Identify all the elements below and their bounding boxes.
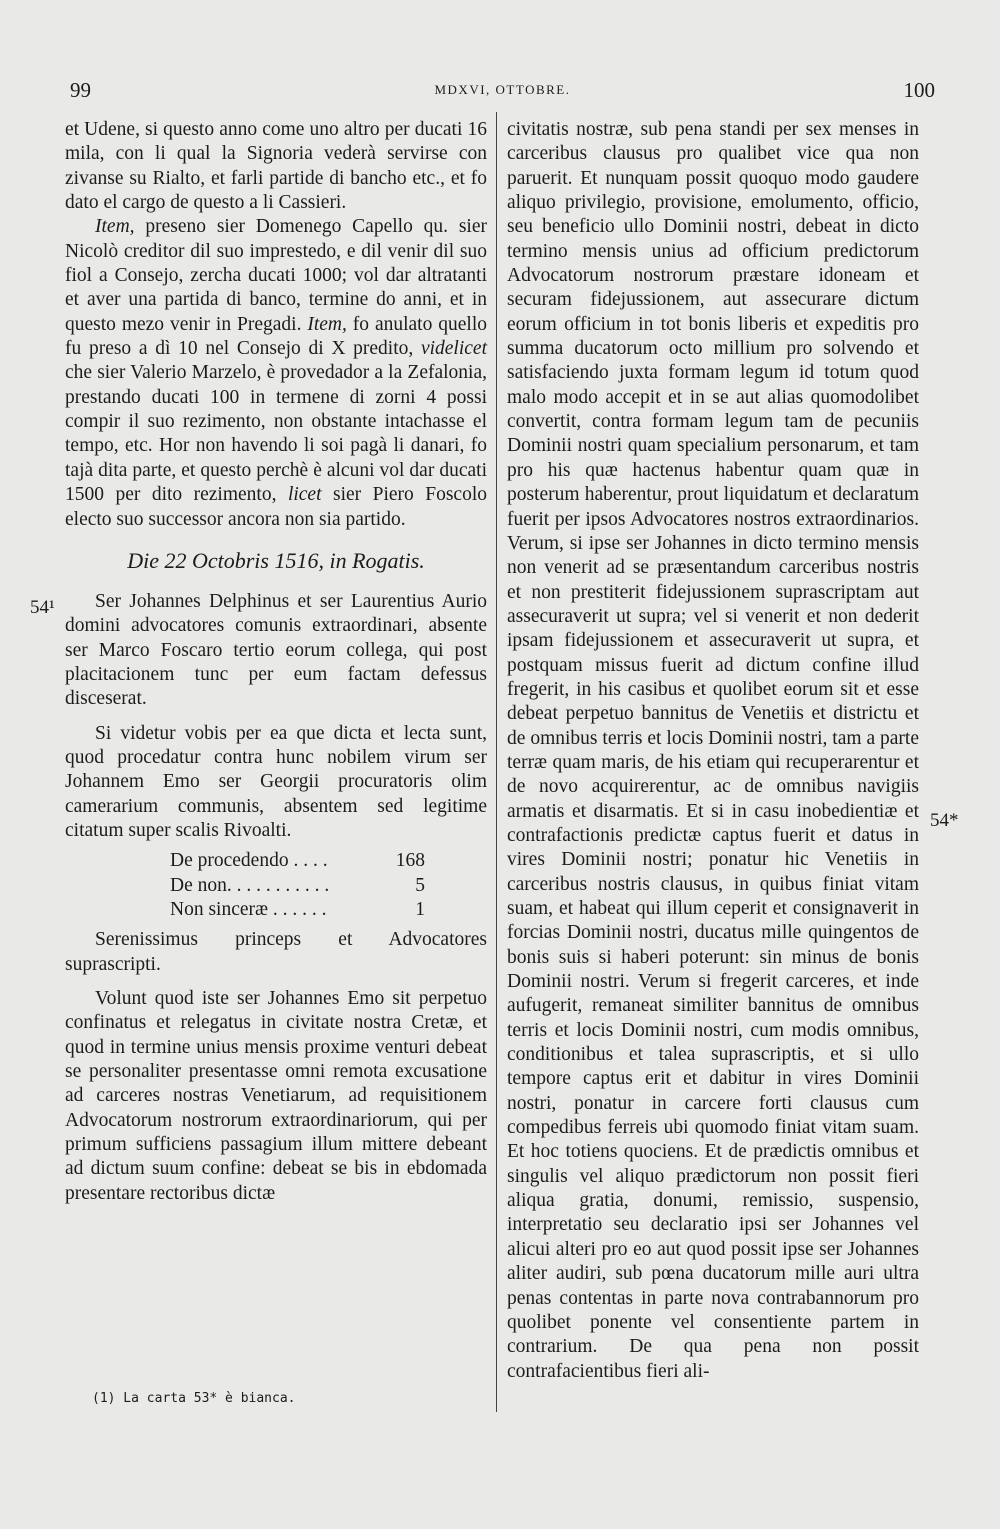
vote-row <box>170 849 487 873</box>
italic-term: Item, <box>95 216 135 238</box>
italic-term: Item, <box>307 313 347 335</box>
left-column <box>65 118 487 1206</box>
vote-row <box>170 874 487 898</box>
vote-count: 1 <box>415 898 425 920</box>
vote-label: De non. . . . . . . . . . . <box>170 874 330 896</box>
paragraph: civitatis nostræ, sub pena standi per sex menses in carceribus clausus pro qualibet vice qua non paruerit. Et nunquam possit quoquo modo gaudere aliquo privilegio, provisione, emolumento, officio, seu beneficio ullo Dominii nostri, debeat in dicto termino mensis unius ad officium predictorum Advocatorum nostrorum præstare idoneam et securam fidejussionem, aut assecurare dictum eorum officium in tot bonis liberis et expeditis pro summa ducatorum octo millium pro solvendo et satisfaciendo juxta formam legum id totum quod malo modo accepit et in se aut alias quomodolibet convertit, contra formam legum tam de pecuniis Dominii nostri quam specialium personarum, et tam pro his quæ hactenus habentur quam quæ in posterum haberentur, prout liquidatum et declaratum fuerit per ipsos Advocatores nostros extraordinarios. Verum, si ipse ser Johannes in dicto termino mensis non venerit ad se præsentandum carceribus nostris et non prestiterit fidejussionem suprascriptam aut assecuraverit ut supra; vel si venerit et non dederit ipsam fidejussionem et assecuraverit ut supra, et postquam missus fuerit ad dictum confine illud fregerit, in his casibus et quolibet eorum sit et esse debeat perpetuo bannitus de Venetiis et districtu et de omnibus terris et locis Dominii nostri, tam a parte terræ quam maris, de his etiam qui recuperarentur et de novo acquirerentur, ac de omnibus navigiis armatis et disarmatis. Et si in casu inobedientiæ et contrafactionis predictæ captus fuerit et datus in vires Dominii nostri; ponatur hic Venetiis in carceribus nostris clausus, in quibus finiat vitam suam, et habeat qui illum ceperit et consignaverit in forcias Dominii nostri, ducatus mille quingentos de bonis suis si haberi poterunt: sin minus de bonis Dominii nostri. Verum si fregerit carceres, et inde aufugerit, remaneat similiter bannitus de omnibus terris et locis Dominii nostri, cum modis omnibus, conditionibus et talea suprascriptis, et si ullo tempore captus erit et dabitur in vires Dominii nostri, ponatur in carcere forti clausus cum compedibus ferreis ubi quomodo finiat vitam suam. Et hoc totiens quociens. Et de prædictis omnibus et singulis vel aliquo prædictorum non possit fieri aliqua gratia, donumi, remissio, suspensio, interpretatio seu declaratio ipsi ser Johannes vel alicui alteri pro eo aut quod possit ipse ser Johannes aliter audiri, sub pœna ducatorum mille auri ultra penas contentas in parte nova contrabannorum pro quolibet ponente vel consentiente partem in contrarium. De qua pena non possit contrafacientibus fieri ali- <box>507 119 919 1382</box>
italic-term: videlicet <box>420 338 487 360</box>
section-heading: Die 22 Octobris 1516, in Rogatis. <box>127 547 425 573</box>
page-number-right: 100 <box>903 78 935 102</box>
text-run: fo anulato quello fu preso a dì 10 nel Consejo di X predito, <box>65 313 487 360</box>
page-number-left: 99 <box>70 78 91 102</box>
page-header <box>70 78 935 108</box>
vote-row <box>170 898 487 922</box>
vote-count: 5 <box>415 874 425 896</box>
vote-label: De procedendo . . . . <box>170 850 328 872</box>
vote-count: 168 <box>395 850 425 872</box>
footnote: (1) La carta 53* è bianca. <box>92 1391 296 1406</box>
paragraph <box>65 215 487 531</box>
paragraph: Ser Johannes Delphinus et ser Laurentius Aurio domini advocatores comunis extraordinari, absente ser Marco Foscaro tertio eorum collega, qui post placitacionem tunc per eum factam defessus disceserat. <box>65 590 487 710</box>
vote-label: Non sinceræ . . . . . . <box>170 898 327 920</box>
column-divider <box>496 112 497 1412</box>
italic-term: licet <box>287 484 322 506</box>
paragraph: Serenissimus princeps et Advocatores suprascripti. <box>65 929 487 975</box>
vote-tally <box>65 849 487 922</box>
paragraph: Volunt quod iste ser Johannes Emo sit perpetuo confinatus et relegatus in civitate nostra Cretæ, et quod in termine unius mensis proxime venturi debeat se personaliter presentasse omni remota excusatione ad carceres nostras Venetiarum, ad requisitionem Advocatorum nostrorum extraordinariorum, qui per primum sufficiens passagium illum mittere debeant ad dictum suum confine: debeat se bis in ebdomada presentare rectoribus dictæ <box>65 988 487 1204</box>
text-run: preseno sier Domenego Capello qu. sier Nicolò creditor dil suo imprestedo, e dil venir dil suo fiol a Consejo, zercha ducati 1000; vol dar altratanti et aver una partida di banco, termine do anni, et in questo mezo venir in Pregadi. <box>65 216 487 335</box>
text-run: sier Piero Foscolo electo suo successor ancora non sia partido. <box>65 484 487 530</box>
text-run: che sier Valerio Marzelo, è provedador a la Zefalonia, prestando ducati 100 in termene di zorni 4 possi compir il suo rezimento, non obstante intachasse el tempo, etc. Hor non havendo li soi pagà li danari, fo tajà dita parte, et questo perchè è alcuni vol dar ducati 1500 per dito rezimento, <box>65 362 487 506</box>
margin-note-right: 54* <box>930 810 959 831</box>
margin-note-left: 54¹ <box>30 597 55 618</box>
paragraph: et Udene, si questo anno come uno altro per ducati 16 mila, con li qual la Signoria vederà servirse con zivanse su Rialto, et farli partide di bancho etc., et fo dato el cargo de questo a li Cassieri. <box>65 119 487 214</box>
right-column <box>507 118 919 1384</box>
paragraph: Si videtur vobis per ea que dicta et lecta sunt, quod procedatur contra hunc nobilem virum ser Johannem Emo ser Georgii procuratoris olim camerarium communis, absentem sed legitime citatum super scalis Rivoalti. <box>65 722 487 841</box>
running-title: MDXVI, OTTOBRE. <box>434 82 571 97</box>
